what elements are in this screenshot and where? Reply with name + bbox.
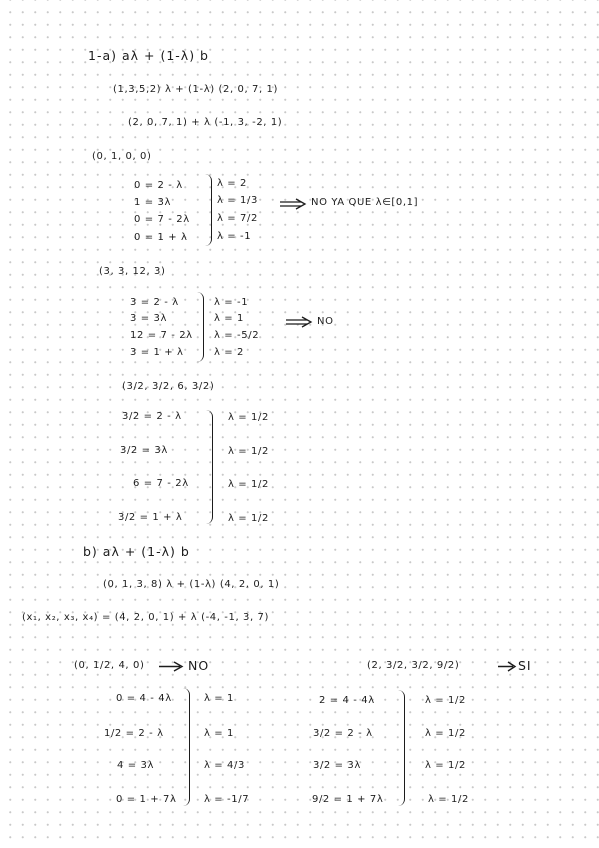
part-b-case1-sol2: λ = 1 [204,728,235,739]
part-a-case1-eq1: 0 = 2 - λ [134,180,183,191]
part-b-case1-point: (0, 1/2, 4, 0) [74,660,145,671]
part-b-heading: b) aλ + (1-λ) b [83,544,190,559]
part-b-case2-eq4: 9/2 = 1 + 7λ [312,794,384,805]
part-a-case1-eq2: 1 = 3λ [134,197,171,208]
part-a-case1-sol1: λ = 2 [217,178,248,189]
part-b-case1-eq4: 0 = 1 + 7λ [116,794,177,805]
part-b-case1-sol4: λ = -1/7 [204,794,250,805]
part-a-case2-eq1: 3 = 2 - λ [130,297,179,308]
implies-arrow-icon [285,316,313,328]
system-brace [205,174,212,246]
part-b-case1-sol1: λ = 1 [204,693,235,704]
part-b-case2-point: (2, 3/2, 3/2, 9/2) [367,660,460,671]
part-a-case1-eq4: 0 = 1 + λ [134,232,188,243]
part-a-case3-sol4: λ = 1/2 [228,513,269,524]
part-a-line-1: (1,3,5,2) λ + (1-λ) (2, 0, 7, 1) [113,84,279,95]
right-arrow-icon [497,661,517,672]
part-a-case3-sol3: λ = 1/2 [228,479,269,490]
part-a-case2-sol2: λ = 1 [214,313,245,324]
part-b-case2-eq2: 3/2 = 2 - λ [313,728,373,739]
part-a-line-2: (2, 0, 7, 1) + λ (-1, 3, -2, 1) [128,117,283,128]
system-brace [206,410,213,524]
part-b-case1-eq3: 4 = 3λ [117,760,154,771]
part-a-case2-conclusion: NO [317,316,334,327]
part-a-case1-eq3: 0 = 7 - 2λ [134,214,190,225]
part-b-case2-sol3: λ = 1/2 [425,760,466,771]
right-arrow-icon [158,661,184,672]
part-a-case3-sol1: λ = 1/2 [228,412,269,423]
part-a-case1-conclusion: NO YA QUE λ∈[0,1] [311,197,419,208]
part-a-case2-sol4: λ = 2 [214,347,245,358]
part-b-case2-sol2: λ = 1/2 [425,728,466,739]
part-b-line-1: (0, 1, 3, 8) λ + (1-λ) (4, 2, 0, 1) [103,579,280,590]
part-a-case3-point: (3/2, 3/2, 6, 3/2) [122,381,215,392]
part-a-case2-eq4: 3 = 1 + λ [130,347,184,358]
part-a-case3-eq1: 3/2 = 2 - λ [122,411,182,422]
part-b-case2-eq3: 3/2 = 3λ [313,760,361,771]
part-b-case2-sol1: λ = 1/2 [425,695,466,706]
part-a-case3-sol2: λ = 1/2 [228,446,269,457]
system-brace [197,292,204,362]
part-a-case1-point: (0, 1, 0, 0) [92,151,152,162]
implies-arrow-icon [279,198,307,210]
part-a-case1-sol2: λ = 1/3 [217,195,258,206]
part-a-case3-eq2: 3/2 = 3λ [120,445,168,456]
part-a-case2-sol1: λ = -1 [214,297,249,308]
part-b-case1-sol3: λ = 4/3 [204,760,245,771]
part-a-case2-eq2: 3 = 3λ [130,313,167,324]
part-b-case1-verdict: NO [188,658,210,673]
part-b-case2-sol4: λ = 1/2 [428,794,469,805]
part-b-case2-eq1: 2 = 4 - 4λ [319,695,375,706]
part-a-case2-point: (3, 3, 12, 3) [99,266,166,277]
part-a-case2-eq3: 12 = 7 - 2λ [130,330,193,341]
part-a-heading: 1-a) aλ + (1-λ) b [88,48,209,63]
part-a-case3-eq3: 6 = 7 - 2λ [133,478,189,489]
part-a-case2-sol3: λ = -5/2 [214,330,260,341]
system-brace [398,690,405,806]
system-brace [183,688,190,806]
part-b-line-2: (x₁, x₂, x₃, x₄) = (4, 2, 0, 1) + λ (-4, -1, 3, 7) [22,612,270,623]
part-b-case1-eq1: 0 = 4 - 4λ [116,693,172,704]
part-b-case1-eq2: 1/2 = 2 - λ [104,728,164,739]
part-a-case3-eq4: 3/2 = 1 + λ [118,512,183,523]
part-a-case1-sol3: λ = 7/2 [217,213,258,224]
part-a-case1-sol4: λ = -1 [217,231,252,242]
part-b-case2-verdict: SI [518,658,532,673]
